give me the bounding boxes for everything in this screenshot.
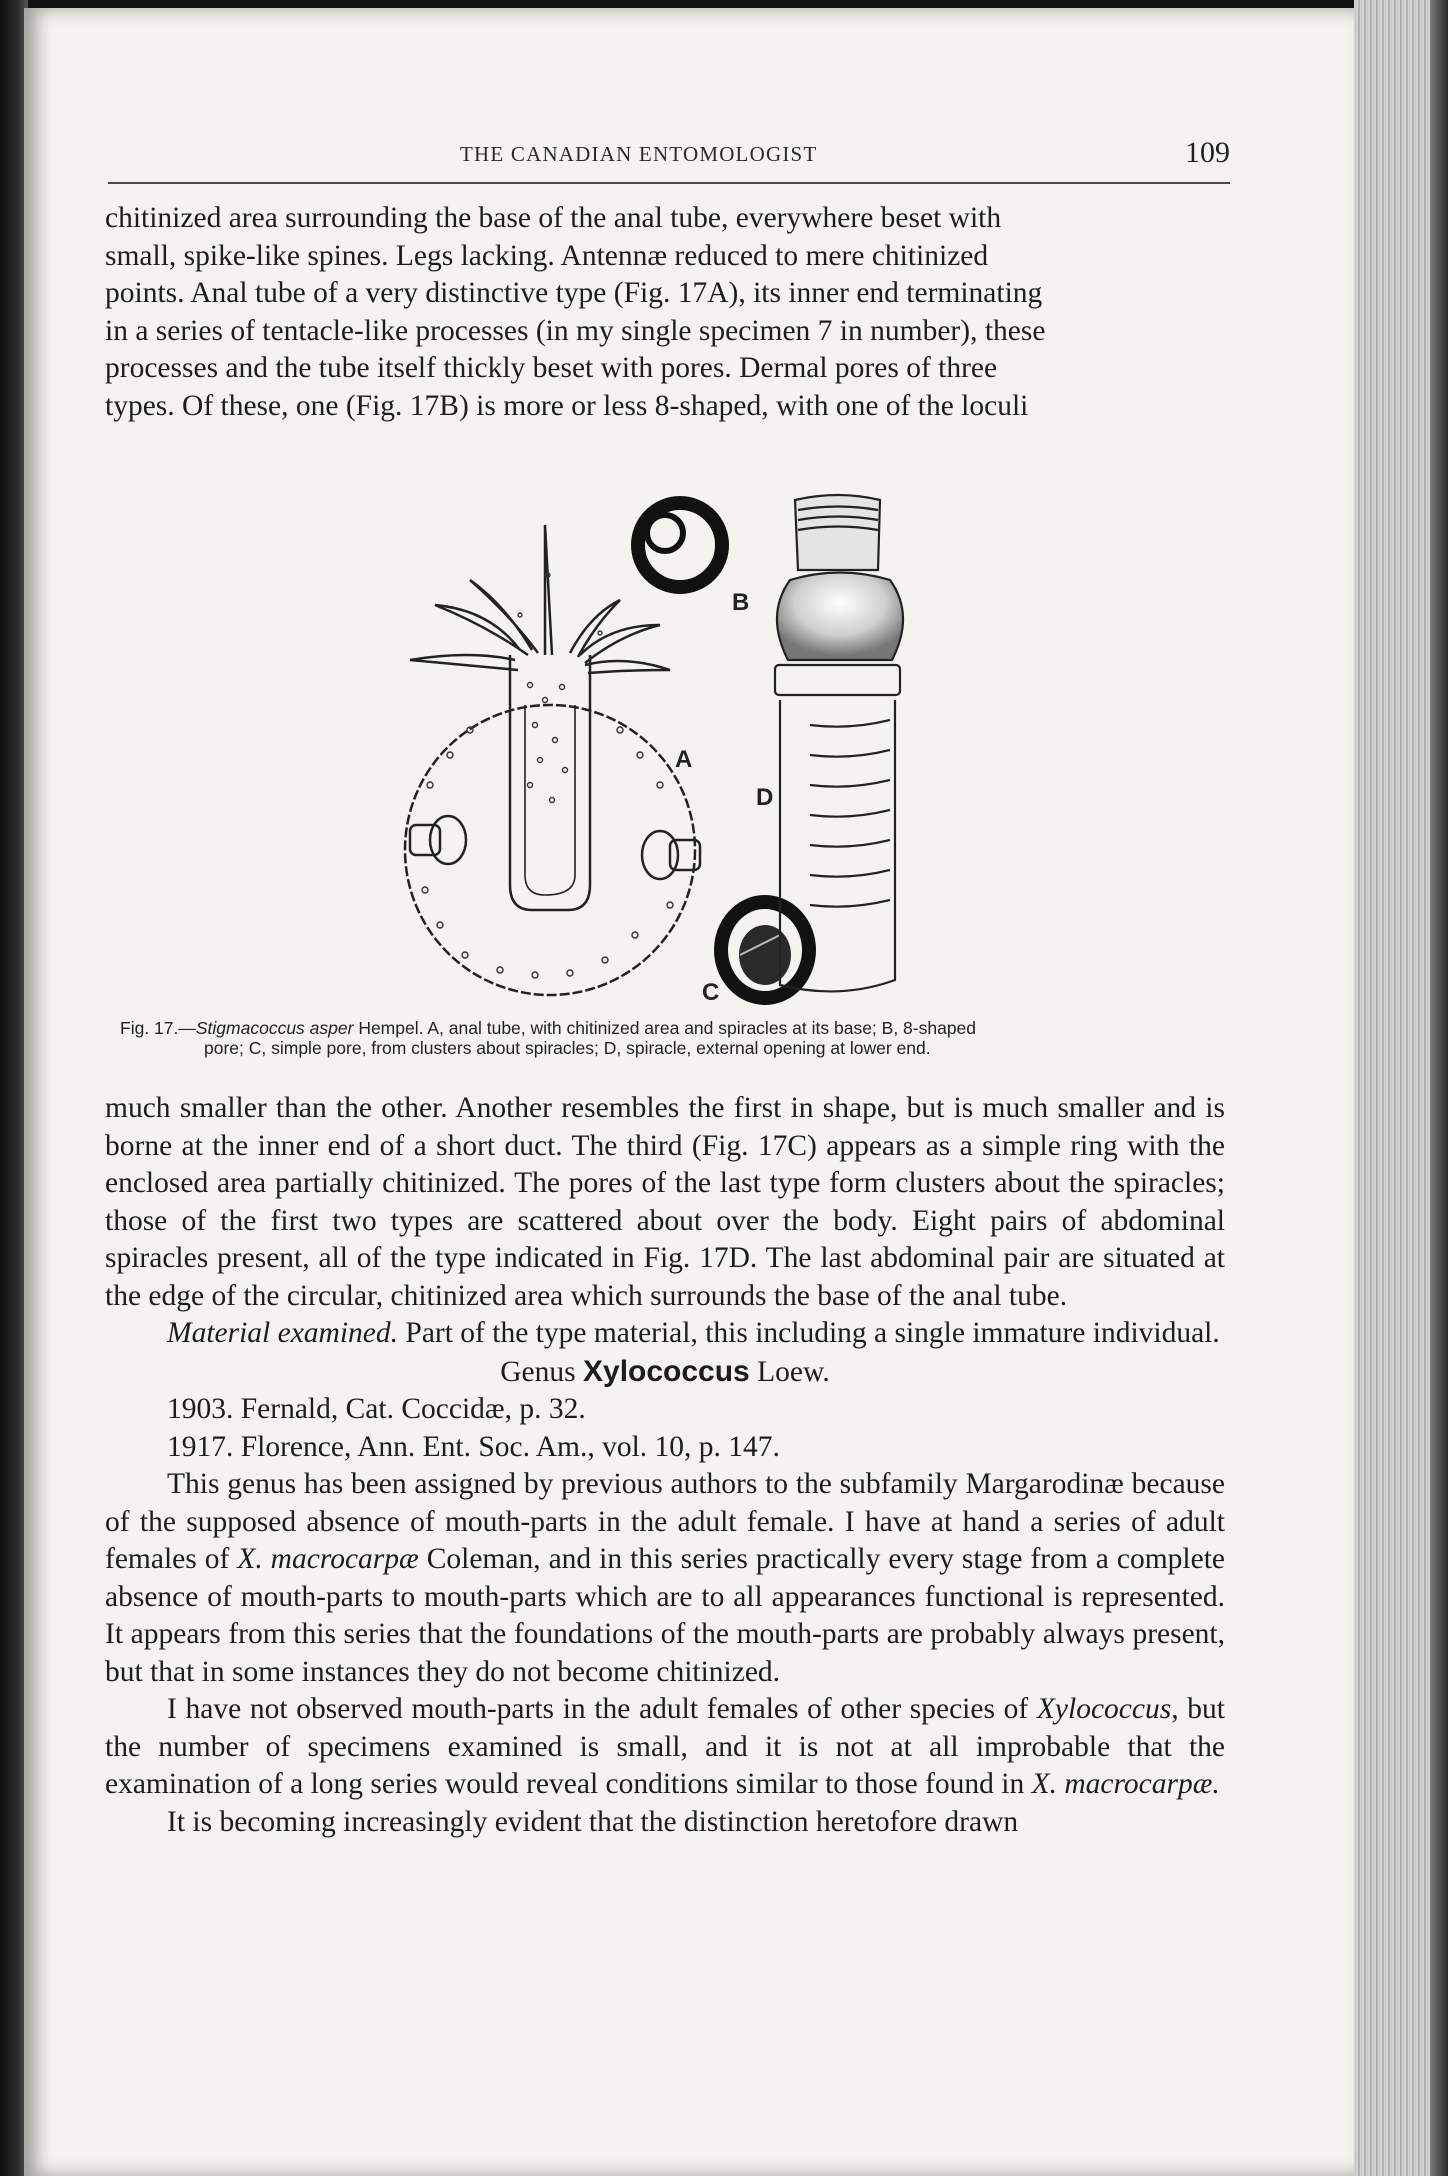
genus-name-inline: Xylococcus, xyxy=(1036,1693,1179,1725)
caption-text: Hempel. A, anal tube, with chitinized area and spiracles at its base; B, 8-shaped xyxy=(353,1018,977,1038)
caption-fig-number: Fig. 17.— xyxy=(120,1018,196,1038)
fig-label-a: A xyxy=(675,746,693,773)
caption-line-1 xyxy=(120,1018,1240,1038)
text-line: types. Of these, one (Fig. 17B) is more or less 8-shaped, with one of the loculi xyxy=(105,389,1029,422)
fig-label-b: B xyxy=(732,589,750,616)
page-header xyxy=(400,136,1230,180)
fig-part-b-8-shaped-pore xyxy=(638,503,722,587)
paragraph: It is becoming increasingly evident that the distinction heretofore drawn xyxy=(167,1805,1019,1838)
caption-species: Stigmacoccus asper xyxy=(195,1018,354,1038)
fig-label-d: D xyxy=(756,784,774,811)
genus-prefix: Genus xyxy=(500,1355,583,1388)
fig-label-c: C xyxy=(702,979,720,1006)
reference-1917: 1917. Florence, Ann. Ent. Soc. Am., vol. 10, p. 147. xyxy=(167,1430,780,1463)
genus-author: Loew. xyxy=(749,1355,830,1388)
fig-part-a-anal-tube xyxy=(405,525,700,995)
caption-line-2: pore; C, simple pore, from clusters about spiracles; D, spiracle, external opening at lower end. xyxy=(204,1038,931,1058)
page-number: 109 xyxy=(1185,136,1230,169)
text-line: processes and the tube itself thickly beset with pores. Dermal pores of three xyxy=(105,352,998,384)
material-label: Material examined. xyxy=(167,1317,399,1349)
genus-name: Xylococcus xyxy=(583,1354,750,1388)
paragraph xyxy=(105,1466,1225,1691)
paragraph-text: Coleman, and in this series practically every stage from a complete absence of mouth-parts to mouth-parts which are to all appearances functional is represented. It appears from this series that the foundations of the mouth-parts are probably always present, but that in some instances they do not become chitinized. xyxy=(105,1543,1225,1688)
paragraph-text: I have not observed mouth-parts in the adult females of other species of xyxy=(167,1693,1037,1725)
text-line: small, spike-like spines. Legs lacking. Antennæ reduced to mere chitinized xyxy=(105,239,989,272)
fig-part-c-simple-pore xyxy=(721,902,809,998)
paragraph-material-examined xyxy=(105,1315,1225,1353)
running-head: THE CANADIAN ENTOMOLOGIST xyxy=(460,142,818,166)
species-name: X. macrocarpæ. xyxy=(1031,1768,1220,1800)
body-text-top xyxy=(105,200,1225,425)
text-line: chitinized area surrounding the base of the anal tube, everywhere beset with xyxy=(105,202,1002,234)
header-rule xyxy=(108,182,1230,184)
figure-17-illustration xyxy=(370,455,930,1015)
paragraph xyxy=(105,1691,1225,1804)
paragraph-text: This genus has been assigned by previous authors to the subfamily Margarodinæ because of the supposed absence of mouth-parts in the adult female. I have at hand a series of adult females of xyxy=(105,1468,1225,1575)
body-text-bottom xyxy=(105,1090,1225,1841)
page-edges xyxy=(1354,0,1448,2176)
material-text: Part of the type material, this including a single immature individual. xyxy=(398,1317,1220,1349)
text-line: in a series of tentacle-like processes (in my single specimen 7 in number), these xyxy=(105,314,1046,347)
paragraph: much smaller than the other. Another resembles the first in shape, but is much smaller and is borne at the inner end of a short duct. The third (Fig. 17C) appears as a simple ring with the enclosed area partially chitinized. The pores of the last type form clusters about the spiracles; those of the first two types are scattered about over the body. Eight pairs of abdominal spiracles present, all of the type indicated in Fig. 17D. The last abdominal pair are situated at the edge of the circular, chitinized area which surrounds the base of the anal tube. xyxy=(105,1092,1225,1312)
species-name: X. macrocarpæ xyxy=(237,1543,419,1575)
text-line: points. Anal tube of a very distinctive type (Fig. 17A), its inner end terminating xyxy=(105,277,1043,309)
paragraph-text: but the number of specimens examined is small, and it is not at all improbable that the examination of a long series would reveal conditions similar to those found in xyxy=(105,1693,1225,1800)
genus-heading xyxy=(105,1353,1225,1392)
reference-1903: 1903. Fernald, Cat. Coccidæ, p. 32. xyxy=(167,1393,586,1425)
figure-caption xyxy=(120,1018,1240,1058)
